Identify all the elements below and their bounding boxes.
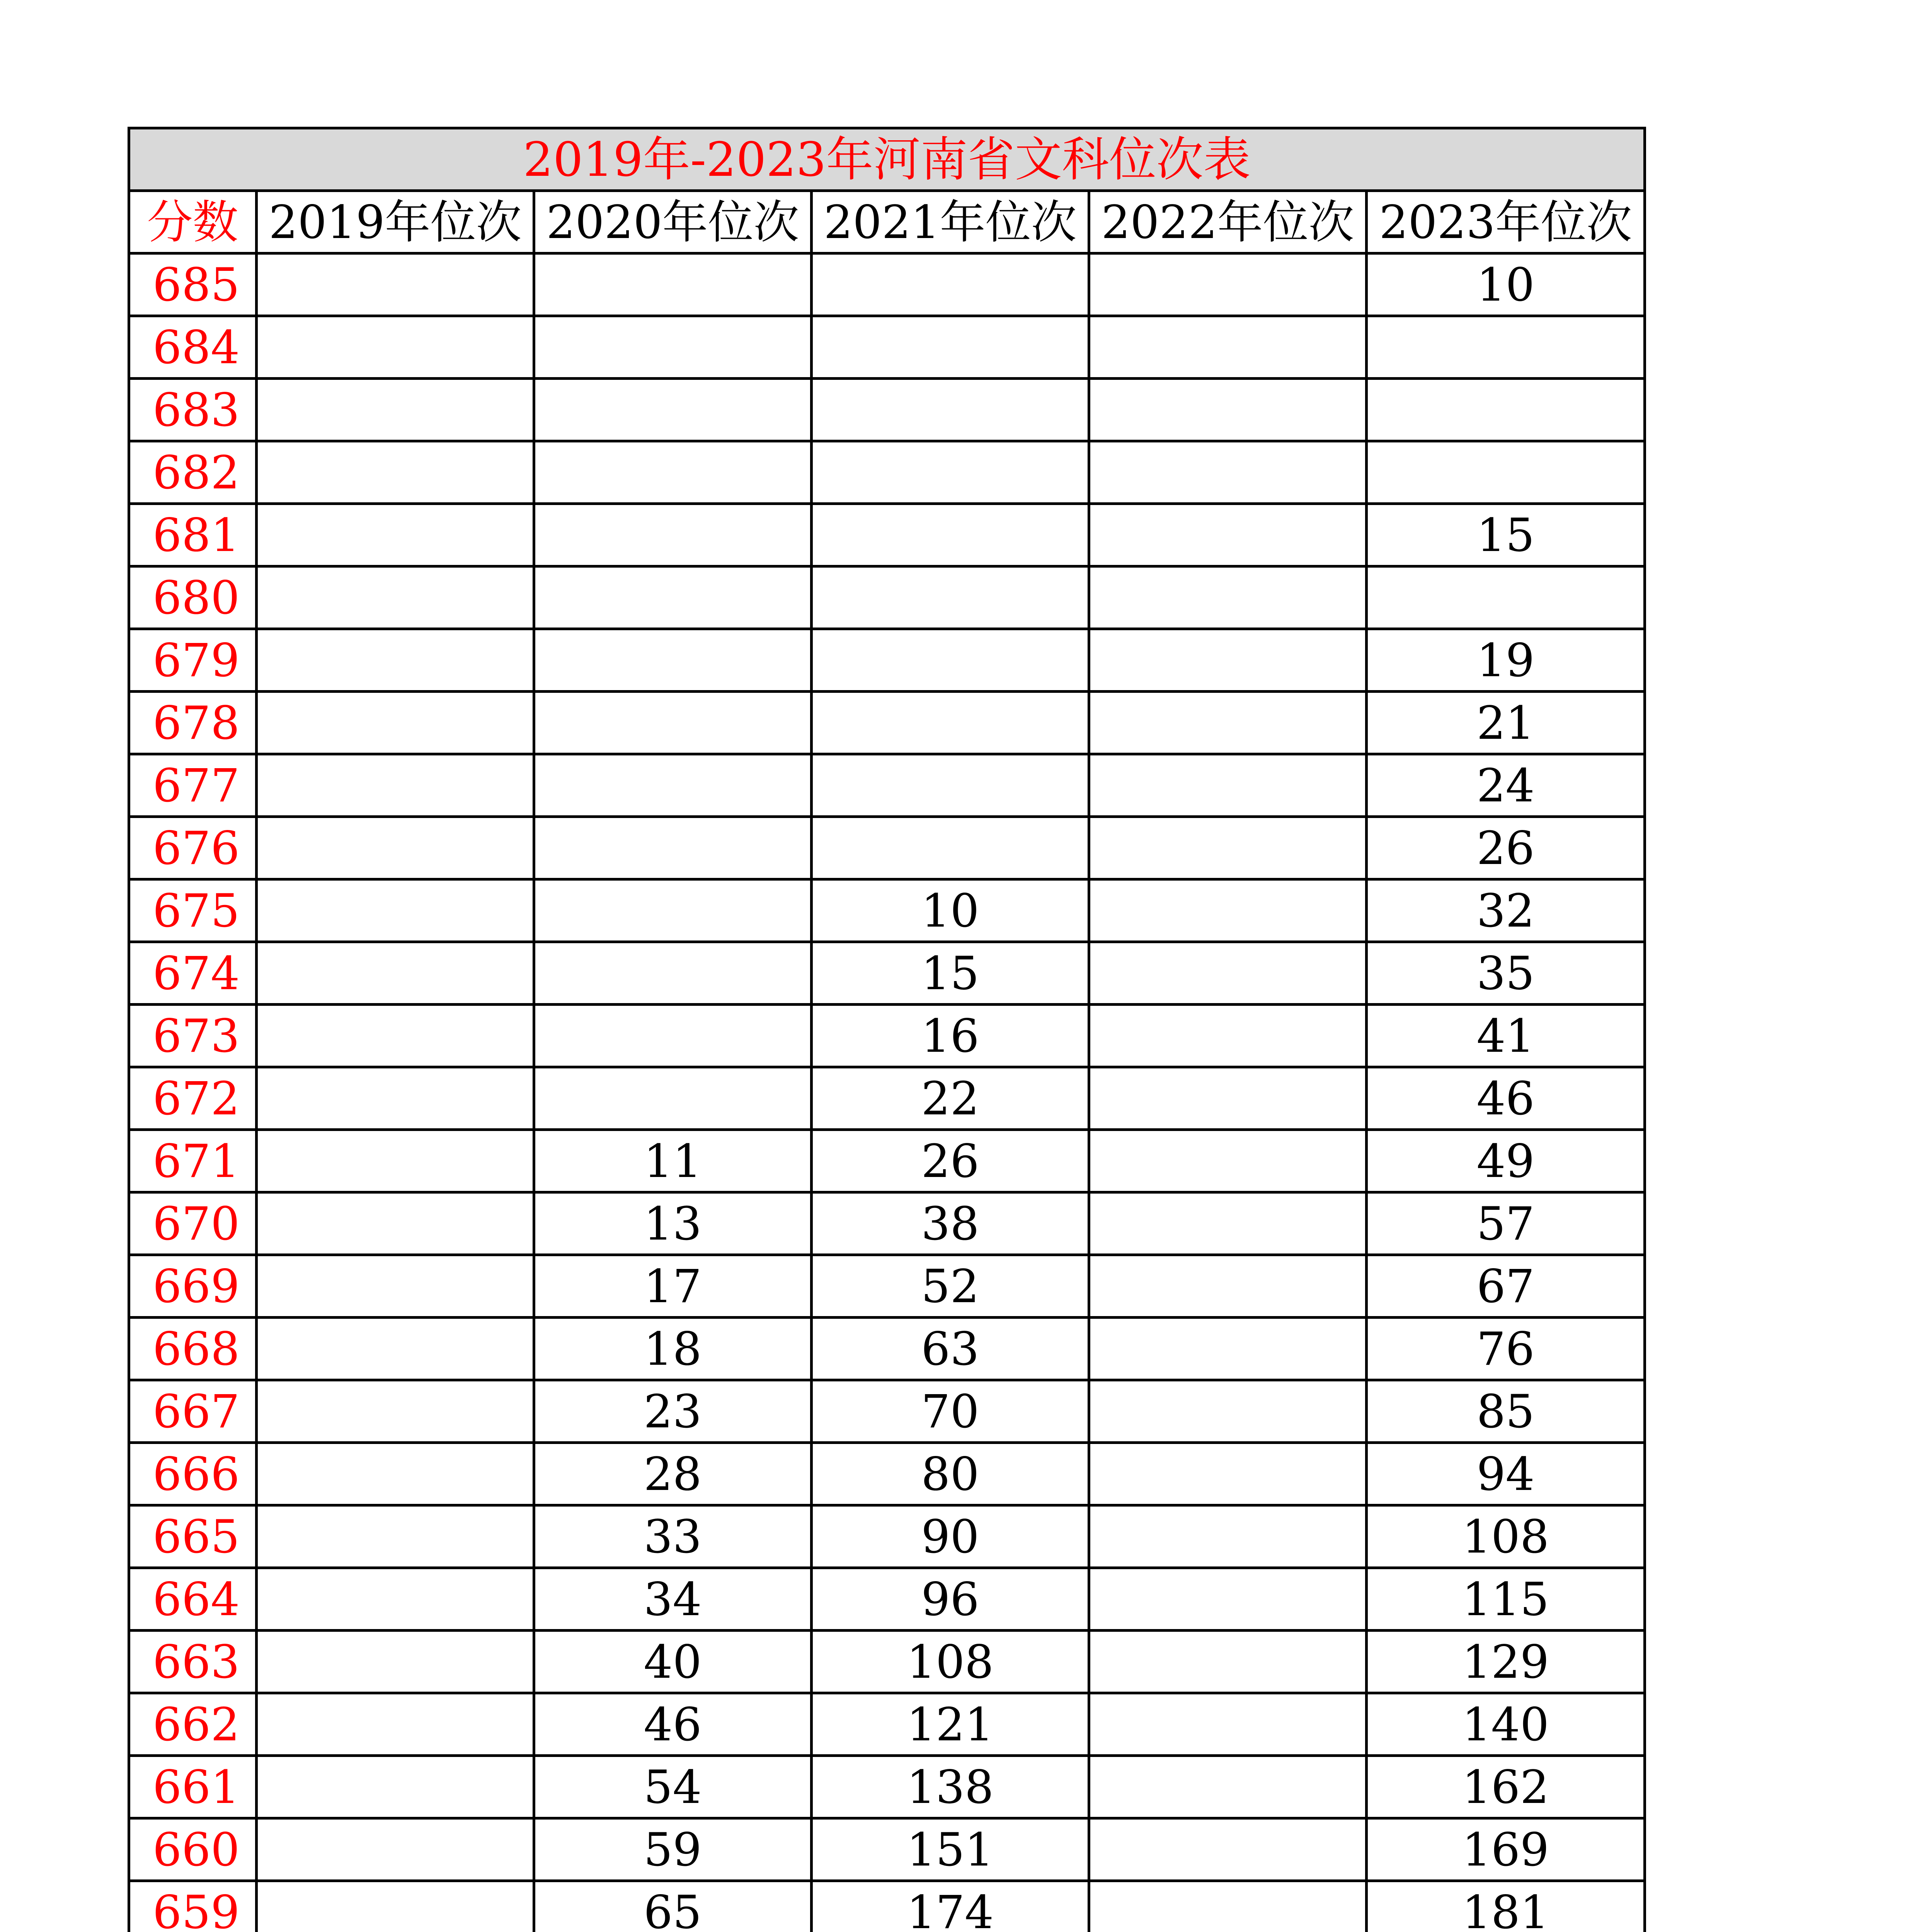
rank-2021-cell: 15 bbox=[812, 942, 1089, 1005]
rank-2020-cell bbox=[534, 879, 812, 942]
table-row bbox=[129, 1631, 1645, 1693]
rank-2023-cell: 169 bbox=[1367, 1818, 1645, 1881]
table-row bbox=[129, 504, 1645, 566]
rank-2019-cell bbox=[257, 1255, 534, 1318]
rank-2022-cell bbox=[1089, 1130, 1367, 1192]
rank-2023-cell: 162 bbox=[1367, 1756, 1645, 1818]
rank-2022-cell bbox=[1089, 566, 1367, 629]
table-row bbox=[129, 1818, 1645, 1881]
rank-2022-cell bbox=[1089, 1067, 1367, 1130]
rank-2019-cell bbox=[257, 379, 534, 441]
score-cell: 677 bbox=[129, 754, 257, 817]
score-cell: 672 bbox=[129, 1067, 257, 1130]
rank-2023-cell: 94 bbox=[1367, 1443, 1645, 1505]
rank-2023-cell: 15 bbox=[1367, 504, 1645, 566]
rank-2021-cell bbox=[812, 754, 1089, 817]
rank-2022-cell bbox=[1089, 942, 1367, 1005]
rank-2019-cell bbox=[257, 1005, 534, 1067]
rank-2019-cell bbox=[257, 1631, 534, 1693]
rank-2019-cell bbox=[257, 316, 534, 379]
table-row bbox=[129, 879, 1645, 942]
score-cell: 685 bbox=[129, 253, 257, 316]
rank-2021-cell: 90 bbox=[812, 1505, 1089, 1568]
rank-2021-cell: 26 bbox=[812, 1130, 1089, 1192]
rank-2020-cell bbox=[534, 1005, 812, 1067]
header-2023: 2023年位次 bbox=[1367, 191, 1645, 253]
rank-2022-cell bbox=[1089, 1505, 1367, 1568]
rank-2020-cell bbox=[534, 441, 812, 504]
rank-2019-cell bbox=[257, 1192, 534, 1255]
rank-2022-cell bbox=[1089, 1255, 1367, 1318]
rank-2022-cell bbox=[1089, 629, 1367, 692]
score-cell: 666 bbox=[129, 1443, 257, 1505]
rank-2023-cell: 181 bbox=[1367, 1881, 1645, 1932]
rank-2019-cell bbox=[257, 504, 534, 566]
table-row bbox=[129, 1192, 1645, 1255]
rank-2023-cell: 10 bbox=[1367, 253, 1645, 316]
rank-2019-cell bbox=[257, 692, 534, 754]
table-row bbox=[129, 1568, 1645, 1631]
rank-2021-cell bbox=[812, 629, 1089, 692]
rank-2023-cell: 46 bbox=[1367, 1067, 1645, 1130]
rank-2023-cell: 85 bbox=[1367, 1380, 1645, 1443]
rank-2020-cell: 54 bbox=[534, 1756, 812, 1818]
rank-2021-cell: 52 bbox=[812, 1255, 1089, 1318]
rank-2019-cell bbox=[257, 1067, 534, 1130]
rank-2021-cell bbox=[812, 504, 1089, 566]
score-cell: 662 bbox=[129, 1693, 257, 1756]
score-cell: 679 bbox=[129, 629, 257, 692]
table-row bbox=[129, 1067, 1645, 1130]
rank-2021-cell: 151 bbox=[812, 1818, 1089, 1881]
rank-2020-cell: 13 bbox=[534, 1192, 812, 1255]
score-cell: 665 bbox=[129, 1505, 257, 1568]
rank-2020-cell: 59 bbox=[534, 1818, 812, 1881]
rank-2022-cell bbox=[1089, 1443, 1367, 1505]
rank-2020-cell bbox=[534, 504, 812, 566]
table-row bbox=[129, 1756, 1645, 1818]
rank-2020-cell bbox=[534, 942, 812, 1005]
rank-2019-cell bbox=[257, 1881, 534, 1932]
rank-2020-cell bbox=[534, 379, 812, 441]
rank-2019-cell bbox=[257, 754, 534, 817]
rank-2022-cell bbox=[1089, 1756, 1367, 1818]
rank-2020-cell: 18 bbox=[534, 1318, 812, 1380]
rank-2020-cell: 46 bbox=[534, 1693, 812, 1756]
score-cell: 678 bbox=[129, 692, 257, 754]
rank-2023-cell: 32 bbox=[1367, 879, 1645, 942]
rank-2019-cell bbox=[257, 1568, 534, 1631]
rank-2023-cell: 67 bbox=[1367, 1255, 1645, 1318]
rank-2020-cell: 28 bbox=[534, 1443, 812, 1505]
table-row bbox=[129, 1130, 1645, 1192]
rank-2023-cell: 57 bbox=[1367, 1192, 1645, 1255]
rank-2020-cell: 65 bbox=[534, 1881, 812, 1932]
rank-2022-cell bbox=[1089, 1568, 1367, 1631]
rank-2020-cell: 17 bbox=[534, 1255, 812, 1318]
rank-table bbox=[128, 127, 1646, 1932]
rank-2022-cell bbox=[1089, 1693, 1367, 1756]
rank-2020-cell: 33 bbox=[534, 1505, 812, 1568]
table-row bbox=[129, 1380, 1645, 1443]
rank-2022-cell bbox=[1089, 692, 1367, 754]
title-row bbox=[129, 128, 1645, 191]
header-score: 分数 bbox=[129, 191, 257, 253]
rank-2021-cell bbox=[812, 253, 1089, 316]
score-cell: 661 bbox=[129, 1756, 257, 1818]
table-row bbox=[129, 754, 1645, 817]
rank-2019-cell bbox=[257, 566, 534, 629]
rank-2022-cell bbox=[1089, 1192, 1367, 1255]
table-body bbox=[129, 253, 1645, 1932]
score-cell: 683 bbox=[129, 379, 257, 441]
header-2020: 2020年位次 bbox=[534, 191, 812, 253]
rank-2021-cell: 10 bbox=[812, 879, 1089, 942]
rank-2021-cell bbox=[812, 441, 1089, 504]
header-row bbox=[129, 191, 1645, 253]
rank-2023-cell bbox=[1367, 441, 1645, 504]
score-cell: 660 bbox=[129, 1818, 257, 1881]
rank-2019-cell bbox=[257, 879, 534, 942]
rank-2021-cell: 70 bbox=[812, 1380, 1089, 1443]
table-row bbox=[129, 1255, 1645, 1318]
score-cell: 659 bbox=[129, 1881, 257, 1932]
rank-2021-cell: 38 bbox=[812, 1192, 1089, 1255]
rank-2022-cell bbox=[1089, 1380, 1367, 1443]
rank-2019-cell bbox=[257, 942, 534, 1005]
table-row bbox=[129, 629, 1645, 692]
rank-2023-cell: 21 bbox=[1367, 692, 1645, 754]
rank-2019-cell bbox=[257, 441, 534, 504]
rank-2021-cell: 63 bbox=[812, 1318, 1089, 1380]
rank-2023-cell bbox=[1367, 566, 1645, 629]
rank-2020-cell bbox=[534, 629, 812, 692]
rank-2020-cell bbox=[534, 253, 812, 316]
score-cell: 674 bbox=[129, 942, 257, 1005]
rank-2023-cell: 24 bbox=[1367, 754, 1645, 817]
table-row bbox=[129, 1881, 1645, 1932]
table-row bbox=[129, 1693, 1645, 1756]
score-cell: 669 bbox=[129, 1255, 257, 1318]
rank-2019-cell bbox=[257, 1693, 534, 1756]
table-row bbox=[129, 1005, 1645, 1067]
table-row bbox=[129, 441, 1645, 504]
rank-2020-cell: 34 bbox=[534, 1568, 812, 1631]
rank-2022-cell bbox=[1089, 1881, 1367, 1932]
rank-2021-cell: 108 bbox=[812, 1631, 1089, 1693]
rank-2021-cell bbox=[812, 817, 1089, 879]
table-row bbox=[129, 817, 1645, 879]
rank-2023-cell: 35 bbox=[1367, 942, 1645, 1005]
rank-2022-cell bbox=[1089, 879, 1367, 942]
rank-2021-cell bbox=[812, 379, 1089, 441]
rank-2019-cell bbox=[257, 1505, 534, 1568]
rank-2022-cell bbox=[1089, 379, 1367, 441]
table-row bbox=[129, 692, 1645, 754]
rank-2023-cell: 108 bbox=[1367, 1505, 1645, 1568]
score-cell: 664 bbox=[129, 1568, 257, 1631]
header-2021: 2021年位次 bbox=[812, 191, 1089, 253]
rank-2020-cell bbox=[534, 566, 812, 629]
rank-2022-cell bbox=[1089, 441, 1367, 504]
rank-2023-cell: 76 bbox=[1367, 1318, 1645, 1380]
rank-2021-cell: 16 bbox=[812, 1005, 1089, 1067]
rank-2020-cell bbox=[534, 817, 812, 879]
rank-2020-cell: 23 bbox=[534, 1380, 812, 1443]
rank-2022-cell bbox=[1089, 817, 1367, 879]
rank-2021-cell bbox=[812, 316, 1089, 379]
rank-2019-cell bbox=[257, 1818, 534, 1881]
header-2019: 2019年位次 bbox=[257, 191, 534, 253]
score-cell: 667 bbox=[129, 1380, 257, 1443]
rank-2022-cell bbox=[1089, 504, 1367, 566]
rank-2022-cell bbox=[1089, 1818, 1367, 1881]
rank-2020-cell bbox=[534, 754, 812, 817]
rank-2023-cell: 26 bbox=[1367, 817, 1645, 879]
rank-2021-cell: 22 bbox=[812, 1067, 1089, 1130]
score-cell: 671 bbox=[129, 1130, 257, 1192]
table-row bbox=[129, 1505, 1645, 1568]
rank-2021-cell bbox=[812, 692, 1089, 754]
score-cell: 676 bbox=[129, 817, 257, 879]
rank-2023-cell: 115 bbox=[1367, 1568, 1645, 1631]
rank-2023-cell: 41 bbox=[1367, 1005, 1645, 1067]
score-cell: 684 bbox=[129, 316, 257, 379]
score-cell: 668 bbox=[129, 1318, 257, 1380]
table-title: 2019年-2023年河南省文科位次表 bbox=[129, 128, 1645, 191]
table-row bbox=[129, 566, 1645, 629]
score-cell: 675 bbox=[129, 879, 257, 942]
rank-2022-cell bbox=[1089, 253, 1367, 316]
rank-2021-cell bbox=[812, 566, 1089, 629]
rank-2021-cell: 121 bbox=[812, 1693, 1089, 1756]
rank-2023-cell: 19 bbox=[1367, 629, 1645, 692]
rank-2019-cell bbox=[257, 817, 534, 879]
rank-2019-cell bbox=[257, 1130, 534, 1192]
table-row bbox=[129, 379, 1645, 441]
rank-2020-cell: 40 bbox=[534, 1631, 812, 1693]
rank-2021-cell: 96 bbox=[812, 1568, 1089, 1631]
score-cell: 670 bbox=[129, 1192, 257, 1255]
header-2022: 2022年位次 bbox=[1089, 191, 1367, 253]
rank-2023-cell: 129 bbox=[1367, 1631, 1645, 1693]
table-row bbox=[129, 1318, 1645, 1380]
rank-2023-cell bbox=[1367, 316, 1645, 379]
score-cell: 663 bbox=[129, 1631, 257, 1693]
rank-2022-cell bbox=[1089, 1631, 1367, 1693]
score-cell: 682 bbox=[129, 441, 257, 504]
rank-2019-cell bbox=[257, 253, 534, 316]
rank-2019-cell bbox=[257, 1756, 534, 1818]
rank-2019-cell bbox=[257, 1380, 534, 1443]
table-row bbox=[129, 316, 1645, 379]
rank-2020-cell: 11 bbox=[534, 1130, 812, 1192]
rank-2023-cell: 49 bbox=[1367, 1130, 1645, 1192]
rank-2021-cell: 174 bbox=[812, 1881, 1089, 1932]
table-row bbox=[129, 942, 1645, 1005]
rank-2021-cell: 138 bbox=[812, 1756, 1089, 1818]
score-cell: 680 bbox=[129, 566, 257, 629]
table-row bbox=[129, 1443, 1645, 1505]
rank-2021-cell: 80 bbox=[812, 1443, 1089, 1505]
table-row bbox=[129, 253, 1645, 316]
rank-2022-cell bbox=[1089, 316, 1367, 379]
rank-2022-cell bbox=[1089, 1005, 1367, 1067]
rank-2019-cell bbox=[257, 1443, 534, 1505]
rank-2020-cell bbox=[534, 1067, 812, 1130]
rank-2022-cell bbox=[1089, 1318, 1367, 1380]
rank-2020-cell bbox=[534, 692, 812, 754]
score-cell: 681 bbox=[129, 504, 257, 566]
score-cell: 673 bbox=[129, 1005, 257, 1067]
rank-2020-cell bbox=[534, 316, 812, 379]
rank-2023-cell: 140 bbox=[1367, 1693, 1645, 1756]
rank-2019-cell bbox=[257, 629, 534, 692]
rank-2022-cell bbox=[1089, 754, 1367, 817]
rank-2019-cell bbox=[257, 1318, 534, 1380]
rank-2023-cell bbox=[1367, 379, 1645, 441]
